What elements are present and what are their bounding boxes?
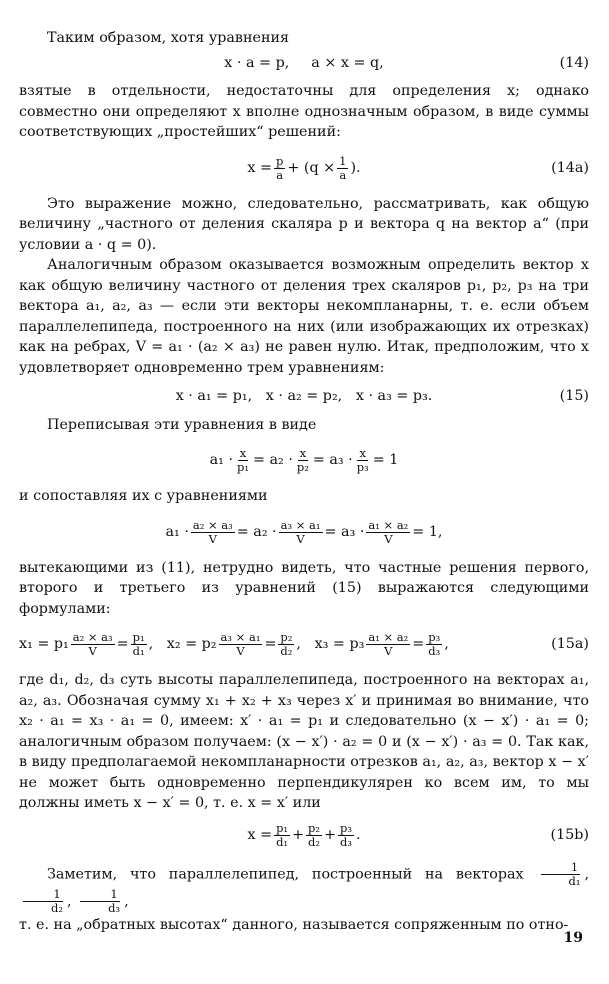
eq-b-frac-3 [366,519,410,546]
frac-num: p₂ [280,630,293,644]
eq-b-frac-2 [279,519,323,546]
frac-den: p₃ [356,460,369,474]
eq-a-frac-3 [355,447,371,474]
paragraph-9: Заметим, что параллелепипед, построенный на векторах $\frac{1}{\text{d₁}}$ , $\frac{1}{\text{d₂}}$ , $\frac{1}{\text{d₃}}$ , [19,861,589,915]
eq15a-x3: , x₃ = p₃ [296,636,365,653]
eq14a-mid: + (q × [287,159,336,176]
eq15a-x2: , x₂ = p₂ [148,636,217,653]
frac-den: a [276,167,284,182]
eq14a-frac-1 [274,155,285,182]
frac-num: a₁ × a₂ [368,630,409,644]
frac-num: p₃ [340,820,352,835]
eq-b-frac-1 [191,519,235,546]
frac-num: x [359,446,366,460]
eq-b-term-4: = 1, [412,523,443,540]
eq-b-term-1: a₁ · [165,523,189,540]
frac-den: V [208,531,217,546]
page-body [19,28,589,935]
frac-num: a₂ × a₃ [72,630,113,644]
frac-den: V [236,644,245,658]
frac-den: d₃ [108,900,121,915]
frac-num: 1 [339,153,347,168]
eq-a-term-1: a₁ · [209,452,234,469]
frac-den: d₃ [340,834,352,849]
paragraph-8: где d₁, d₂, d₃ суть высоты параллелепипеда, построенного на векторах a₁, a₂, a₃. Обозначая сумму x₁ + x₂ + x₃ через x′ и принимая во внимание, что x₂ · a₁ = x₃ · a₁ = 0, имеем: x′ · a₁ = p₁ и следовательно (x − x′) · a₁ = 0; аналогичным образом получаем: (x − x′) · a₂ = 0 и (x − x′) · a₃ = 0. Так как, в виду предполагаемой некомпланарности отрезков a₁, a₂, a₃, вектор x − x′ не может быть одновременно перпендикулярен ко всем им, то мы должны иметь x − x′ = 0, т. е. x = x′ или [19,672,589,811]
eq14-right: a × x = q, [311,54,384,71]
frac-num: p₂ [308,820,321,835]
eq15b-frac-2 [306,822,322,849]
eq15b-plus-1: + [292,826,305,843]
frac-num: a₁ × a₂ [368,517,409,532]
p9-frac-2 [21,888,65,915]
equation-15 [19,386,589,407]
eq14a-lhs: x = [247,159,272,176]
frac-num: x [299,446,307,460]
eq15b-frac-3 [338,822,354,849]
frac-num: p₁ [276,820,289,835]
paragraph-2: взятые в отдельности, недостаточны для определения x; однако совместно они определяют x вполне однозначным образом, в виде суммы соответствующих „простейших“ решений: [19,83,589,140]
paragraph-6: и сопоставляя их с уравнениями [19,488,268,504]
frac-den: p₂ [296,460,309,474]
frac-den: V [384,644,393,658]
frac-num: p₁ [132,630,145,644]
eq-b-term-2: = a₂ · [236,523,277,540]
frac-den: d₂ [280,644,293,658]
eq15a-frac-1 [71,631,115,658]
frac-den: d₁ [132,644,145,658]
paragraph-5: Переписывая эти уравнения в виде [47,416,317,433]
eq14a-number: (14a) [551,159,589,176]
paragraph-7: вытекающими из (11), нетрудно видеть, что частные решения первого, второго и третьего из уравнений (15) выражаются следующими формулами: [19,559,589,617]
frac-num: x [239,446,247,460]
eq15b-plus-2: + [324,826,336,843]
p9-frac-1 [538,861,582,888]
eq15a-x1: x₁ = p₁ [19,636,69,653]
eq15a-eq-2: = [264,636,277,653]
equation-15b [19,822,589,849]
equation-15a [19,631,589,658]
eq15b-number: (15b) [550,826,589,843]
eq14-number: (14) [559,54,589,71]
eq15a-frac-1b [131,631,147,658]
frac-num: 1 [23,888,62,902]
eq15a-frac-3 [366,631,410,658]
frac-num: a₃ × a₁ [280,517,321,532]
frac-num: 1 [80,888,119,902]
frac-den: d₃ [428,644,441,658]
frac-den: V [88,644,97,658]
eq15a-eq-1: = [116,636,129,653]
frac-den: a [339,167,347,182]
frac-num: a₂ × a₃ [192,517,233,532]
frac-den: d₁ [276,834,289,849]
eq-a-frac-1 [235,447,251,474]
frac-den: d₂ [51,900,63,915]
equation-rewritten [19,447,589,474]
eq15-text: x · a₁ = p₁, x · a₂ = p₂, x · a₃ = p₃. [175,388,433,404]
p9-frac-3 [78,888,122,915]
eq15b-end: . [355,826,361,843]
paragraph-4: Аналогичным образом оказывается возможным определить вектор x как общую величину частного от деления трех скаляров p₁, p₂, p₃ на три вектора a₁, a₂, a₃ — если эти векторы некомпланарны, т. е. если объем параллелепипеда, построенного на них (или изображающих их отрезках) как на ребрах, V = a₁ · (a₂ × a₃) не равен нулю. Итак, предположим, что x удовлетворяет одновременно трем уравнениям: [19,257,589,376]
eq15b-lhs: x = [247,826,273,843]
eq15a-frac-2 [219,631,263,658]
frac-num: 1 [541,861,580,875]
frac-num: a₃ × a₁ [220,630,261,644]
eq-b-term-3: = a₃ · [324,523,365,540]
page-number: 19 [563,930,583,946]
equation-14 [19,53,589,74]
eq15a-eq-3: = [412,636,425,653]
frac-den: p₁ [237,460,249,474]
eq14a-end: ). [350,159,361,176]
eq-a-term-2: = a₂ · [253,452,293,469]
paragraph-9-end: т. е. на „обратных высотах“ данного, называется сопряженным по отно- [19,916,569,933]
eq14-left: x · a = p, [224,54,290,71]
frac-den: d₂ [308,834,321,849]
frac-den: d₁ [568,873,581,888]
frac-den: V [296,531,305,546]
eq15a-comma: , [444,636,449,653]
paragraph-1: Таким образом, хотя уравнения [47,30,290,46]
eq15a-number: (15a) [551,636,589,653]
equation-comparison [19,519,589,546]
eq-a-frac-2 [295,447,311,474]
eq15a-frac-2b [278,631,294,658]
eq14a-frac-2 [337,155,348,182]
eq15a-frac-3b [426,631,442,658]
eq-a-term-3: = a₃ · [312,452,353,469]
paragraph-9-text: Заметим, что параллелепипед, построенный на векторах [47,866,524,882]
eq15-number: (15) [559,388,589,404]
frac-den: V [384,531,393,546]
equation-14a [19,155,589,182]
frac-num: p₃ [428,630,441,644]
eq-a-term-4: = 1 [372,452,399,469]
frac-num: p [275,153,284,168]
eq15b-frac-1 [274,822,290,849]
paragraph-3: Это выражение можно, следовательно, рассматривать, как общую величину „частного от деления скаляра p и вектора q на вектор a“ (при условии a · q = 0). [19,195,589,253]
